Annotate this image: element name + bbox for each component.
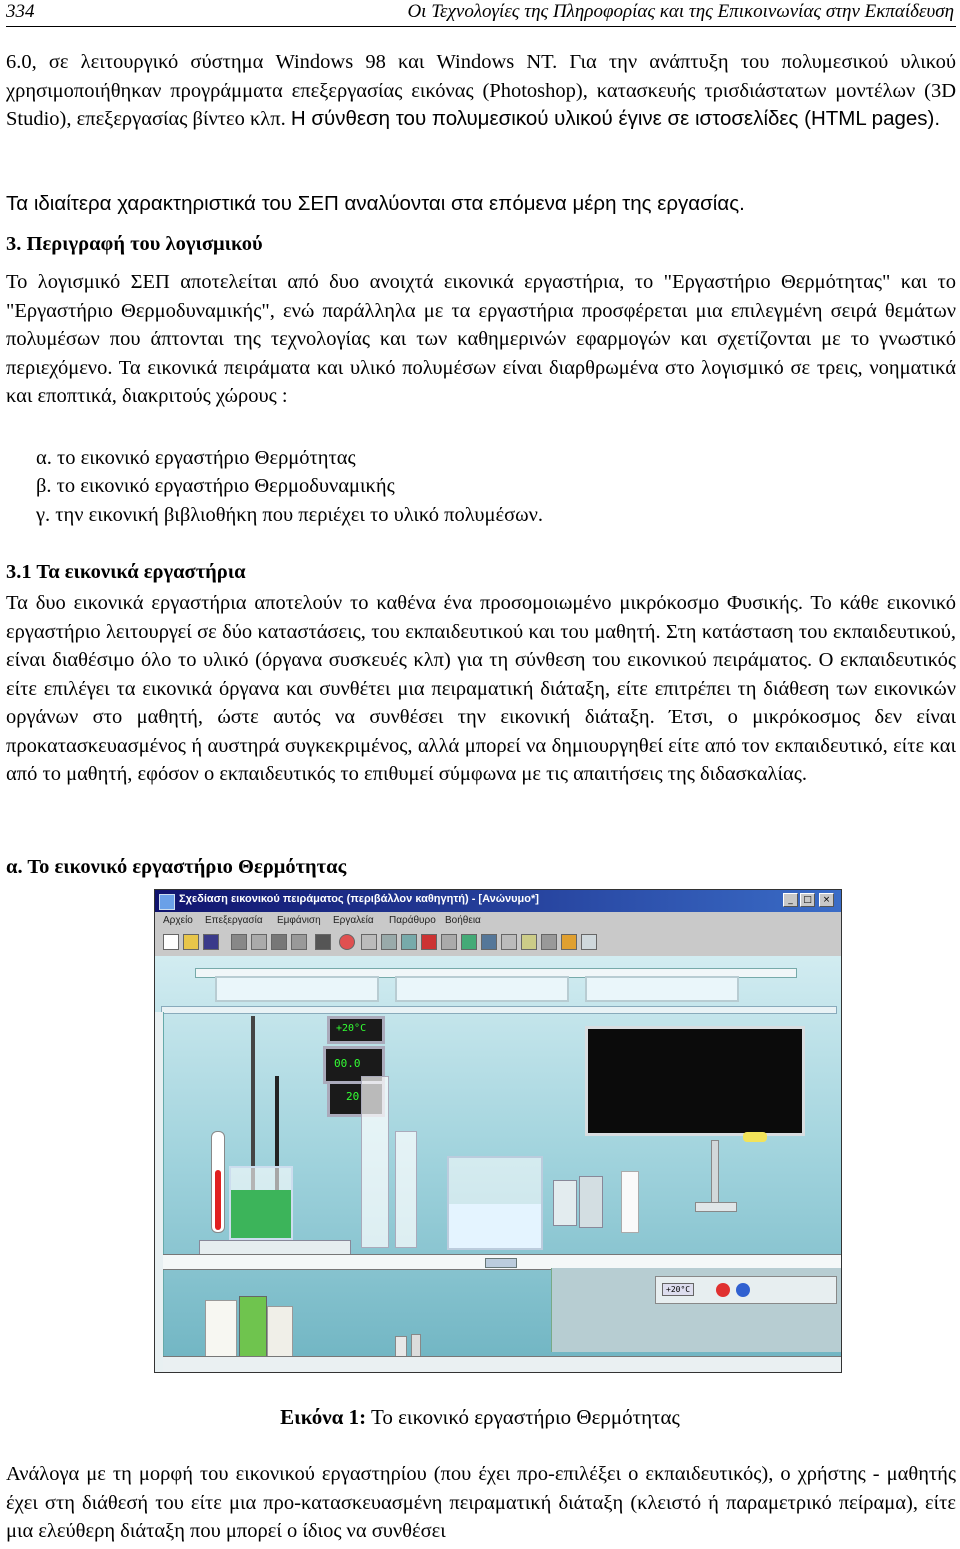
graduated-cylinder-2[interactable] xyxy=(395,1131,417,1248)
heater-device[interactable]: +20°C xyxy=(655,1276,837,1304)
running-title: Οι Τεχνολογίες της Πληροφορίας και της Επικοινωνίας στην Εκπαίδευση xyxy=(407,1,954,22)
section-3-1-heading: 3.1 Τα εικονικά εργαστήρια xyxy=(6,561,246,583)
menu-tools[interactable]: Εργαλεία xyxy=(333,915,374,926)
close-icon[interactable]: × xyxy=(819,893,834,907)
heat-lab-screenshot xyxy=(154,889,842,1373)
vial-2[interactable] xyxy=(411,1334,421,1358)
menu-window[interactable]: Παράθυρο xyxy=(389,915,436,926)
caption-text: Το εικονικό εργαστήριο Θερμότητας xyxy=(366,1405,680,1429)
tool-13-icon[interactable] xyxy=(501,934,517,950)
subsection-a-heading: α. Το εικονικό εργαστήριο Θερμότητας xyxy=(6,856,347,878)
sink xyxy=(695,1202,737,1212)
list-item-a: α. το εικονικό εργαστήριο Θερμότητας xyxy=(36,447,356,469)
temperature-display: +20°C xyxy=(327,1016,385,1044)
menu-view[interactable]: Εμφάνιση xyxy=(277,915,321,926)
tool-5-icon[interactable] xyxy=(315,934,331,950)
stopwatch-icon[interactable] xyxy=(339,934,355,950)
window-title-bar xyxy=(155,890,841,912)
tool-6-icon[interactable] xyxy=(361,934,377,950)
tool-16-icon[interactable] xyxy=(561,934,577,950)
shelf-box-3 xyxy=(585,976,739,1002)
tool-4-icon[interactable] xyxy=(291,934,307,950)
tool-12-icon[interactable] xyxy=(481,934,497,950)
list-item-c: γ. την εικονική βιβλιοθήκη που περιέχει το υλικό πολυμέσων. xyxy=(36,504,544,526)
test-tube[interactable] xyxy=(621,1171,639,1233)
bottle-1[interactable] xyxy=(205,1300,237,1358)
bottle-2[interactable] xyxy=(239,1296,267,1358)
blackboard xyxy=(585,1026,805,1136)
tool-15-icon[interactable] xyxy=(541,934,557,950)
tool-8-icon[interactable] xyxy=(401,934,417,950)
sponge xyxy=(743,1132,767,1142)
toolbar xyxy=(155,930,841,957)
new-file-icon[interactable] xyxy=(163,934,179,950)
timer-display: 20 xyxy=(327,1081,385,1117)
caption-label: Εικόνα 1: xyxy=(280,1405,367,1429)
intro-text-c: Τα ιδιαίτερα χαρακτηριστικά του ΣΕΠ αναλύονται στα επόμενα μέρη της εργασίας. xyxy=(6,192,745,215)
shelf-box-1 xyxy=(215,976,379,1002)
save-icon[interactable] xyxy=(203,934,219,950)
menu-file[interactable]: Αρχείο xyxy=(163,915,193,926)
vial-1[interactable] xyxy=(395,1336,407,1358)
cup-2[interactable] xyxy=(579,1176,603,1228)
tool-11-icon[interactable] xyxy=(461,934,477,950)
list-item-b: β. το εικονικό εργαστήριο Θερμοδυναμικής xyxy=(36,475,395,497)
open-folder-icon[interactable] xyxy=(183,934,199,950)
graduated-cylinder-1[interactable] xyxy=(361,1076,389,1248)
digital-meter: 00.0 xyxy=(323,1046,385,1084)
app-icon xyxy=(159,894,175,910)
floor xyxy=(163,1356,841,1373)
section-3-1-paragraph: Τα δυο εικονικά εργαστήρια αποτελούν το καθένα ένα προσομοιωμένο μικρόκοσμο Φυσικής. Το κάθε εικονικό εργαστήριο λειτουργεί σε δύο καταστάσεις, του εκπαιδευτικού και του μαθητή. Στη κατάσταση του εκπαιδευτικού, είναι διαθέσιμο όλο το υλικό (όργανα συσκευές κλπ) για τη σύνθεση του εικονικού πειράματος. Ο εκπαιδευτικός είτε επιλέγει τα εικονικά όργανα και συνθέτει μια πειραματική διάταξη, είτε επιτρέπει τη διάθεση των εικονικών οργάνων στο μαθητή, ώστε αυτός να συνθέσει την εικονική διάταξη. Έτσι, ο μικρόκοσμος δεν είναι προκατασκευασμένος ή αυστηρά συγκεκριμένος, αλλά μπορεί να δημιουργηθεί είτε από τον εκπαιδευτικό, είτε και από το μαθητή, εφόσον ο εκπαιδευτικός το επιθυμεί σύμφωνα με τις απαιτήσεις της διδασκαλίας. xyxy=(6,592,956,785)
counter-label xyxy=(485,1258,517,1268)
tool-9-icon[interactable] xyxy=(421,934,437,950)
intro-text-a: 6.0, σε λειτουργικό σύστημα Windows 98 και Windows NT. Για την ανάπτυξη του πολυμεσικού υλικού χρησιμοποιήθηκαν προγράμματα επεξεργασίας εικόνας (Photoshop), κατασκευής τρισδιάστατων μοντέλων (3D Studio), επεξεργασίας βίντεο κλπ. xyxy=(6,51,956,130)
menu-help[interactable]: Βοήθεια xyxy=(445,915,481,926)
closing-paragraph: Ανάλογα με τη μορφή του εικονικού εργαστηρίου (που έχει προ-επιλέξει ο εκπαιδευτικός), ο χρήστης - μαθητής έχει στη διάθεσή του είτε μια προ-κατασκευασμένη πειραματική διάταξη (κλειστό ή παραμετρικό πείραμα), είτε μια ελεύθερη διάταξη που μπορεί ο ίδιος να συνθέσει xyxy=(6,1463,956,1542)
figure-caption xyxy=(0,1405,960,1430)
intro-text-b: Η σύνθεση του πολυμεσικού υλικού έγινε σε ιστοσελίδες (HTML pages). xyxy=(290,107,941,130)
tool-14-icon[interactable] xyxy=(521,934,537,950)
tool-2-icon[interactable] xyxy=(251,934,267,950)
tool-7-icon[interactable] xyxy=(381,934,397,950)
section-3-paragraph: Το λογισμικό ΣΕΠ αποτελείται από δυο ανοιχτά εικονικά εργαστήρια, το "Εργαστήριο Θερμότητας" και το "Εργαστήριο Θερμοδυναμικής", ενώ παράλληλα με τα εργαστήρια προσφέρεται μια επιλεγμένη σειρά θεμάτων πολυμέσων που άπτονται της τεχνολογίας και των καθημερινών εφαρμογών και σχετίζονται με το γνωστικό περιεχόμενο. Τα εικονικά πειράματα και υλικό πολυμέσων είναι διαρθρωμένα στο λογισμικό σε τρεις, νοηματικά και εποπτικά, διακριτούς χώρους : xyxy=(6,271,956,407)
upper-shelf xyxy=(161,1006,837,1014)
thermometer[interactable] xyxy=(211,1131,225,1233)
minimize-icon[interactable]: _ xyxy=(783,893,798,907)
menu-edit[interactable]: Επεξεργασία xyxy=(205,915,263,926)
shelf-box-2 xyxy=(395,976,569,1002)
cup-1[interactable] xyxy=(553,1180,577,1226)
tool-3-icon[interactable] xyxy=(271,934,287,950)
tool-17-icon[interactable] xyxy=(581,934,597,950)
page-number: 334 xyxy=(6,1,35,22)
section-3-heading: 3. Περιγραφή του λογισμικού xyxy=(6,233,263,255)
green-beaker[interactable] xyxy=(229,1166,293,1240)
intro-paragraph xyxy=(6,48,956,134)
lab-canvas[interactable] xyxy=(155,956,841,1372)
menu-bar xyxy=(155,912,841,930)
window-title: Σχεδίαση εικονικού πειράματος (περιβάλλον καθηγητή) - [Ανώνυμο*] xyxy=(179,893,539,905)
maximize-icon[interactable]: □ xyxy=(800,893,815,907)
tool-1-icon[interactable] xyxy=(231,934,247,950)
tool-10-icon[interactable] xyxy=(441,934,457,950)
left-pipe xyxy=(155,1012,164,1372)
bottle-3[interactable] xyxy=(267,1306,293,1358)
water-tap[interactable] xyxy=(711,1140,719,1206)
water-beaker[interactable] xyxy=(447,1156,543,1250)
running-header xyxy=(6,0,956,27)
